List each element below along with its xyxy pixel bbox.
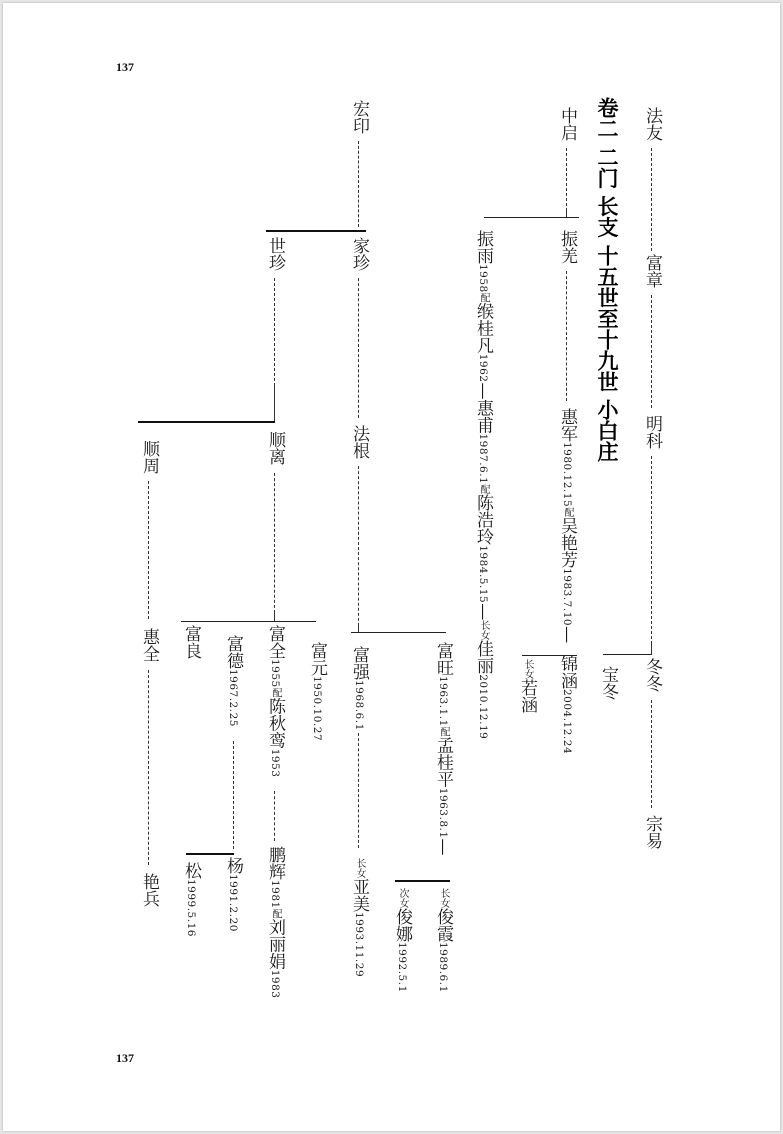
line-zhenqiang-huijun: [566, 271, 567, 401]
fuquan-name: 富全: [265, 625, 285, 659]
line-hongyin-down: [358, 141, 359, 227]
jinhan-name: 锦涵: [557, 655, 577, 689]
branch-shunli-children: [181, 621, 316, 622]
jinhan-birth: 2004.12.24: [561, 689, 573, 755]
person-jinhan: [558, 655, 575, 754]
person-zhenqiang: 振羌: [557, 230, 577, 264]
person-yanbing: 艳兵: [139, 873, 159, 907]
zhenyu-wife-birth: 1962: [477, 353, 489, 383]
huifu-pei: 配: [478, 484, 489, 495]
zhenyu-pei: 配: [478, 292, 489, 303]
line-shunzhou-huiquan: [148, 481, 149, 619]
huifu-birth: 1987.6.1: [477, 433, 489, 485]
person-yamei: [350, 858, 367, 977]
line-shizhen-down: [274, 278, 275, 386]
person-fagen: 法根: [349, 425, 369, 459]
person-baodong: 宝冬: [598, 666, 618, 700]
person-ruohan: [518, 659, 535, 713]
fuquan-pei: 配: [270, 687, 281, 698]
branch-fagen-children: [351, 632, 446, 633]
person-huiquan: 惠全: [139, 628, 159, 662]
yamei-birth: 1993.11.29: [353, 912, 365, 978]
line-shunli-down: [274, 473, 275, 613]
penghui-name: 鹏辉: [265, 846, 285, 880]
huifu-name: 惠甫: [473, 399, 493, 434]
line-fude-yang: [233, 741, 234, 849]
person-fuqiang: [350, 646, 367, 731]
person-yang: [224, 857, 241, 932]
person-hongyin: 宏印: [349, 100, 369, 134]
yang-birth: 1991.2.20: [227, 874, 239, 932]
fuwang-wife-birth: 1963.8.1: [437, 787, 449, 839]
fuyuan-name: 富元: [307, 642, 327, 676]
line-fagen-down: [358, 466, 359, 626]
huijun-pei: 配: [562, 507, 573, 518]
fude-name: 富德: [223, 635, 243, 669]
fuyuan-birth: 1950.10.27: [311, 676, 323, 742]
ruohan-rel: 长女: [522, 659, 533, 679]
fuquan-birth: 1955: [269, 659, 281, 688]
person-fuquan: [266, 625, 283, 777]
jiali-name: 佳丽: [473, 640, 493, 675]
person-fayou: 法友: [642, 107, 662, 141]
person-zongyi: 宗易: [642, 815, 662, 849]
fuwang-pei: 配: [438, 726, 449, 737]
genealogy-page: [3, 3, 780, 1131]
line-jiazhen-fagen: [358, 278, 359, 418]
person-shunzhou: 顺周: [139, 440, 159, 474]
line-dongdong-zongyi: [651, 700, 652, 808]
line-fuqiang-yamei: [358, 733, 359, 848]
fuwang-name: 富旺: [433, 642, 453, 676]
person-shunli: 顺离: [265, 431, 285, 465]
junxia-birth: 1989.6.1: [437, 942, 449, 993]
person-junna: [393, 888, 410, 993]
page-number-bottom: 137: [116, 1051, 134, 1065]
person-junxia: [434, 888, 451, 993]
junxia-rel: 长女: [438, 888, 449, 908]
fuqiang-birth: 1968.6.1: [353, 680, 365, 731]
penghui-wife-birth: 1983: [269, 969, 281, 999]
branch-shizhen-children: [138, 421, 275, 423]
song-name: 松: [181, 862, 201, 879]
line-mingke-down: [651, 456, 652, 644]
line-fuzhang-mingke: [651, 295, 652, 408]
fuwang-birth: 1963.1.1: [437, 676, 449, 727]
penghui-wife: 刘丽娟: [265, 918, 285, 970]
fuqiang-name: 富强: [349, 646, 369, 680]
branch-fude-liang: [186, 853, 234, 855]
penghui-birth: 1981: [269, 880, 281, 909]
huijun-birth: 1980.12.15: [561, 442, 573, 508]
yang-name: 杨: [223, 857, 243, 874]
fuwang-wife: 孟桂平: [433, 736, 453, 788]
line-zhongqi-down: [566, 148, 567, 211]
person-song: [182, 862, 199, 937]
huijun-wife-birth: 1983.7.10: [561, 568, 573, 627]
huifu-wife: 陈浩玲: [473, 494, 493, 546]
jiali-birth: 2010.12.19: [477, 674, 489, 740]
person-penghui: [266, 846, 283, 998]
ruohan-name: 若涵: [517, 679, 537, 713]
junna-birth: 1992.5.1: [396, 942, 408, 993]
zhenyu-name: 振雨: [473, 230, 493, 264]
zhenyu-birth: 1958: [477, 264, 489, 293]
branch-fuwang-children: [395, 880, 450, 882]
branch-zhongqi-children: [484, 217, 579, 218]
branch-mingke-children: [603, 654, 652, 655]
person-fuyuan: [308, 642, 325, 741]
junna-name: 俊娜: [392, 908, 412, 942]
junxia-name: 俊霞: [433, 908, 453, 942]
junna-rel: 次女: [397, 888, 408, 908]
line-huiquan-yanbing: [148, 670, 149, 865]
branch-hongyin-children: [266, 230, 366, 232]
person-fuzhang: 富章: [642, 254, 662, 288]
person-jiazhen: 家珍: [349, 237, 369, 271]
huijun-wife: 吴艳芳: [557, 517, 577, 569]
person-zhenyu: 振雨1958配缑桂凡1962—惠甫1987.6.1配陈浩玲1984.5.15—长女佳丽2010.12.19: [473, 230, 493, 740]
huifu-wife-birth: 1984.5.15: [477, 545, 489, 604]
person-shizhen: 世珍: [265, 237, 285, 271]
song-birth: 1999.5.16: [185, 879, 197, 937]
huijun-name: 惠军: [557, 408, 577, 442]
page-title: 卷二 二门 长支 十五世至十九世 小白庄: [595, 97, 619, 463]
person-fuwang: 富旺1963.1.1配孟桂平1963.8.1—: [433, 642, 453, 856]
person-dongdong: 冬冬: [642, 658, 662, 692]
fuquan-wife: 陈秋鸾: [265, 697, 285, 749]
line-shizhen-branch: [274, 383, 275, 423]
fuquan-wife-birth: 1953: [269, 748, 281, 778]
line-fuquan-penghui: [274, 791, 275, 841]
yamei-name: 亚美: [349, 878, 369, 912]
line-fayou-fuzhang: [651, 148, 652, 251]
jiali-rel: 长女: [478, 620, 489, 641]
yamei-rel: 长女: [354, 858, 365, 878]
person-mingke: 明科: [642, 415, 662, 449]
page-number-top: 137: [116, 60, 134, 74]
person-fude: [224, 635, 241, 727]
fude-birth: 1967.2.25: [227, 669, 239, 727]
person-huijun: 惠军1980.12.15配吴艳芳1983.7.10—: [557, 408, 577, 644]
person-fuliang: 富良: [181, 625, 201, 659]
zhenyu-wife: 缑桂凡: [473, 302, 493, 354]
person-zhongqi: 中启: [557, 107, 577, 141]
penghui-pei: 配: [270, 908, 281, 919]
